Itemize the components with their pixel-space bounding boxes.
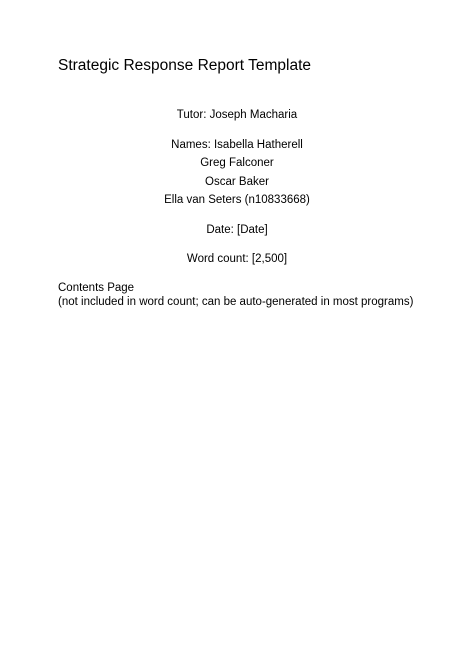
contents-note: (not included in word count; can be auto-generated in most programs) (58, 296, 414, 308)
date-line: Date: [Date] (206, 224, 268, 236)
contents-heading: Contents Page (58, 282, 135, 294)
names-line-2: Greg Falconer (200, 157, 274, 169)
names-line-3: Oscar Baker (205, 176, 269, 188)
tutor-line: Tutor: Joseph Macharia (176, 109, 298, 121)
names-line-1: Names: Isabella Hatherell (171, 139, 303, 151)
document-title: Strategic Response Report Template (58, 57, 312, 74)
word-count-line: Word count: [2,500] (186, 253, 288, 265)
names-line-4: Ella van Seters (n10833668) (164, 194, 310, 206)
